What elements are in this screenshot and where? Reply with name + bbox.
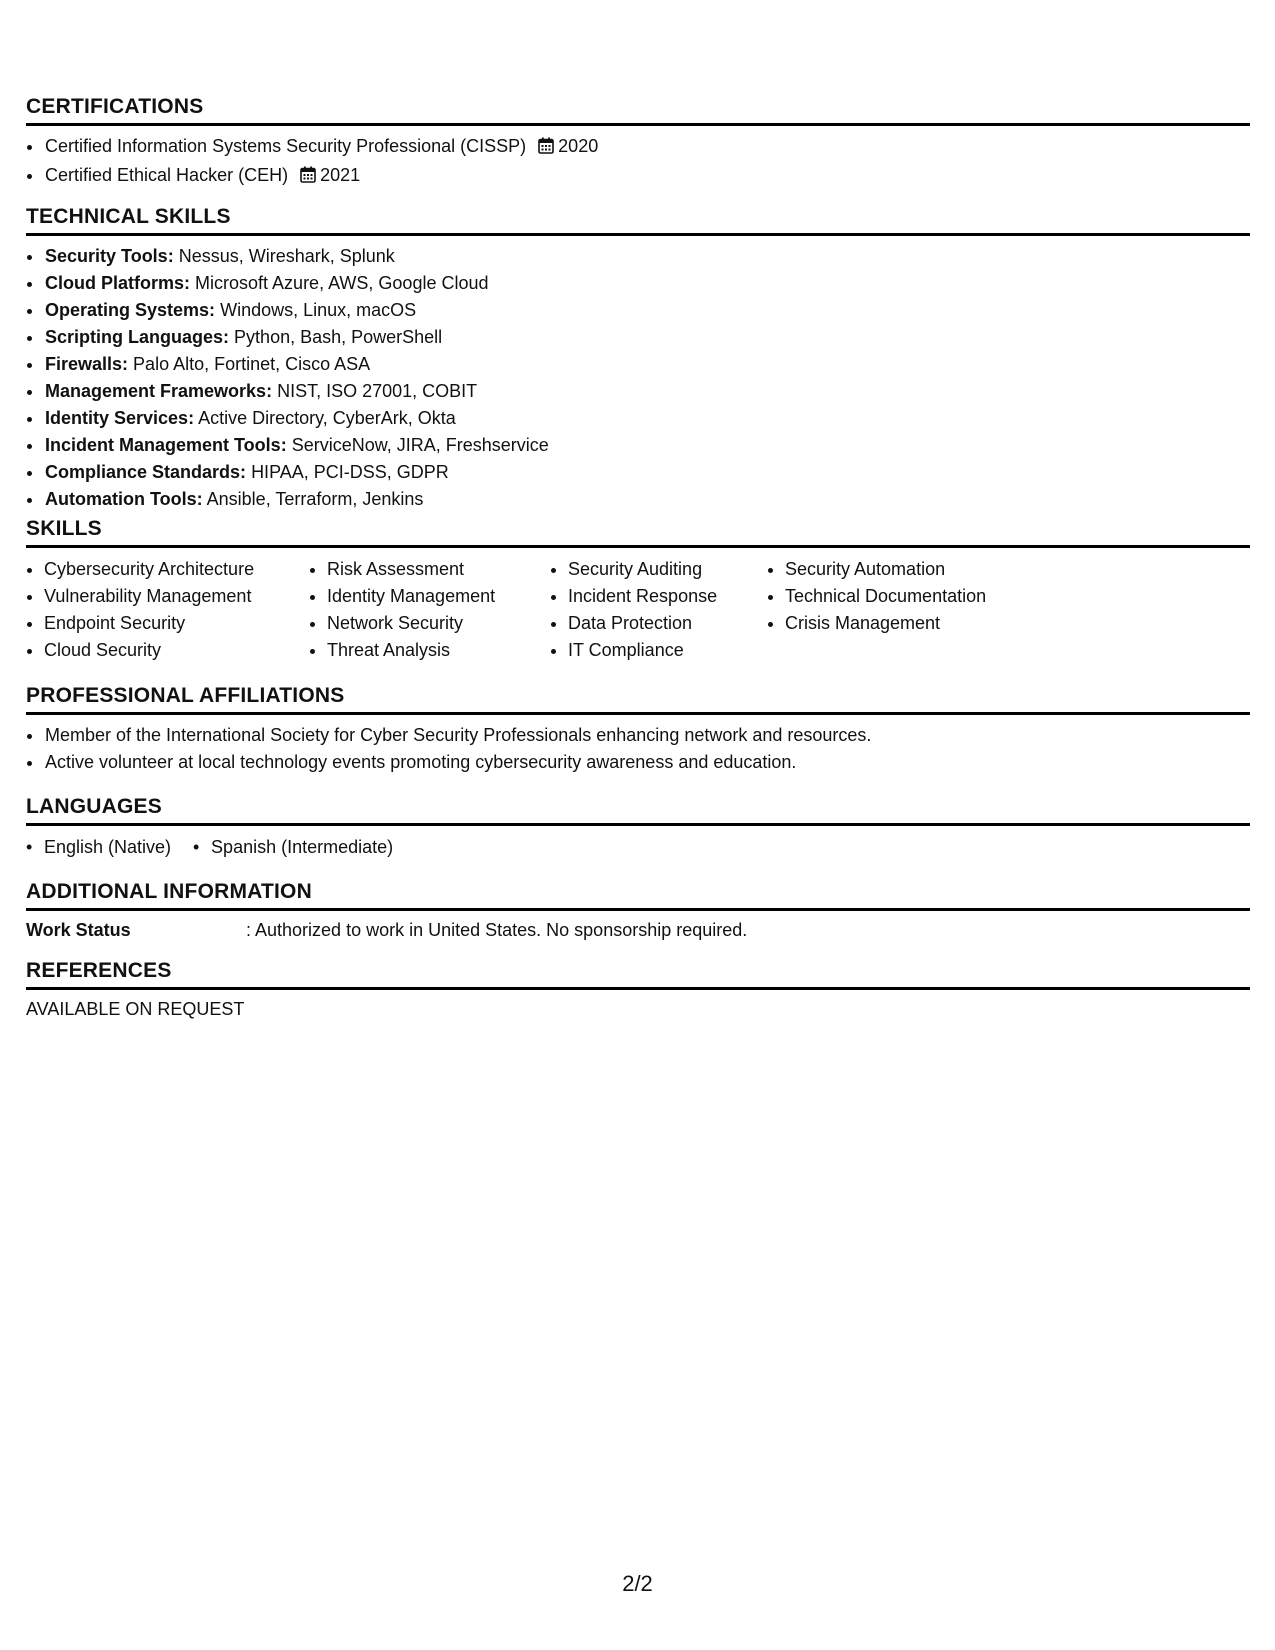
references-text: AVAILABLE ON REQUEST (26, 999, 245, 1019)
skill-category-value: Palo Alto, Fortinet, Cisco ASA (133, 354, 371, 374)
languages-list (26, 834, 1250, 861)
skill-category-label: Firewalls: (45, 354, 129, 374)
list-item: • Spanish (Intermediate) (193, 834, 393, 861)
skills-heading: SKILLS (26, 516, 1250, 548)
certification-year: 2021 (320, 165, 361, 185)
work-status-value: : Authorized to work in United States. No sponsorship required. (246, 920, 748, 940)
list-item: • Incident Response (568, 583, 767, 610)
list-item (44, 297, 1250, 324)
references-section (26, 958, 1250, 1023)
certification-name: Certified Ethical Hacker (CEH) (45, 165, 289, 185)
skills-section (26, 516, 1250, 664)
technical-skills-section (26, 204, 1250, 513)
languages-heading: LANGUAGES (26, 794, 1250, 826)
certifications-list (26, 133, 1250, 191)
skill-category-label: Identity Services: (45, 408, 195, 428)
skill-category-value: ServiceNow, JIRA, Freshservice (291, 435, 549, 455)
list-item (44, 405, 1250, 432)
affiliations-list (26, 722, 1250, 776)
list-item: • Crisis Management (785, 610, 1045, 637)
skill-category-value: Python, Bash, PowerShell (234, 327, 443, 347)
certification-year: 2020 (558, 136, 599, 156)
calendar-icon (538, 135, 554, 162)
technical-skills-list (26, 243, 1250, 513)
skills-grid (26, 556, 1250, 664)
skill-category-label: Scripting Languages: (45, 327, 230, 347)
list-item (44, 243, 1250, 270)
skill-category-label: Automation Tools: (45, 489, 203, 509)
skill-category-value: Nessus, Wireshark, Splunk (178, 246, 395, 266)
list-item: • Cloud Security (44, 637, 309, 664)
list-item (44, 432, 1250, 459)
skill-category-label: Cloud Platforms: (45, 273, 191, 293)
list-item (44, 459, 1250, 486)
list-item: • Identity Management (327, 583, 550, 610)
work-status-row (26, 917, 1250, 944)
additional-info-heading: ADDITIONAL INFORMATION (26, 879, 1250, 911)
skills-column (309, 556, 550, 664)
references-heading: REFERENCES (26, 958, 1250, 990)
list-item: • Network Security (327, 610, 550, 637)
affiliations-heading: PROFESSIONAL AFFILIATIONS (26, 683, 1250, 715)
list-item: • English (Native) (26, 834, 171, 861)
certifications-heading: CERTIFICATIONS (26, 94, 1250, 126)
languages-section (26, 794, 1250, 861)
list-item: • Endpoint Security (44, 610, 309, 637)
list-item: • Cybersecurity Architecture (44, 556, 309, 583)
list-item (44, 162, 1250, 191)
list-item: • IT Compliance (568, 637, 767, 664)
skill-category-value: NIST, ISO 27001, COBIT (277, 381, 478, 401)
list-item: • Risk Assessment (327, 556, 550, 583)
page-number: 2/2 (622, 1571, 653, 1596)
list-item: • Vulnerability Management (44, 583, 309, 610)
skills-column (767, 556, 1045, 664)
list-item (44, 486, 1250, 513)
skill-category-value: HIPAA, PCI-DSS, GDPR (251, 462, 449, 482)
skill-category-value: Ansible, Terraform, Jenkins (206, 489, 424, 509)
technical-skills-heading: TECHNICAL SKILLS (26, 204, 1250, 236)
list-item (44, 133, 1250, 162)
affiliations-section (26, 683, 1250, 776)
list-item: • Threat Analysis (327, 637, 550, 664)
list-item: • Security Auditing (568, 556, 767, 583)
list-item: • Active volunteer at local technology events promoting cybersecurity awareness and education. (44, 749, 1250, 776)
skill-category-label: Security Tools: (45, 246, 174, 266)
skill-category-value: Windows, Linux, macOS (220, 300, 417, 320)
list-item: • Security Automation (785, 556, 1045, 583)
skill-category-label: Management Frameworks: (45, 381, 273, 401)
list-item (44, 270, 1250, 297)
additional-info-section (26, 879, 1250, 944)
skill-category-label: Incident Management Tools: (45, 435, 287, 455)
list-item: • Member of the International Society for Cyber Security Professionals enhancing network and resources. (44, 722, 1250, 749)
skills-column (550, 556, 767, 664)
certification-name: Certified Information Systems Security Professional (CISSP) (45, 136, 527, 156)
skills-column (26, 556, 309, 664)
list-item: • Data Protection (568, 610, 767, 637)
skill-category-value: Active Directory, CyberArk, Okta (198, 408, 456, 428)
skill-category-label: Compliance Standards: (45, 462, 247, 482)
list-item (44, 351, 1250, 378)
list-item (44, 378, 1250, 405)
calendar-icon (300, 164, 316, 191)
certifications-section (26, 94, 1250, 191)
skill-category-value: Microsoft Azure, AWS, Google Cloud (195, 273, 489, 293)
list-item (44, 324, 1250, 351)
skill-category-label: Operating Systems: (45, 300, 216, 320)
work-status-label: Work Status (26, 920, 131, 940)
list-item: • Technical Documentation (785, 583, 1045, 610)
